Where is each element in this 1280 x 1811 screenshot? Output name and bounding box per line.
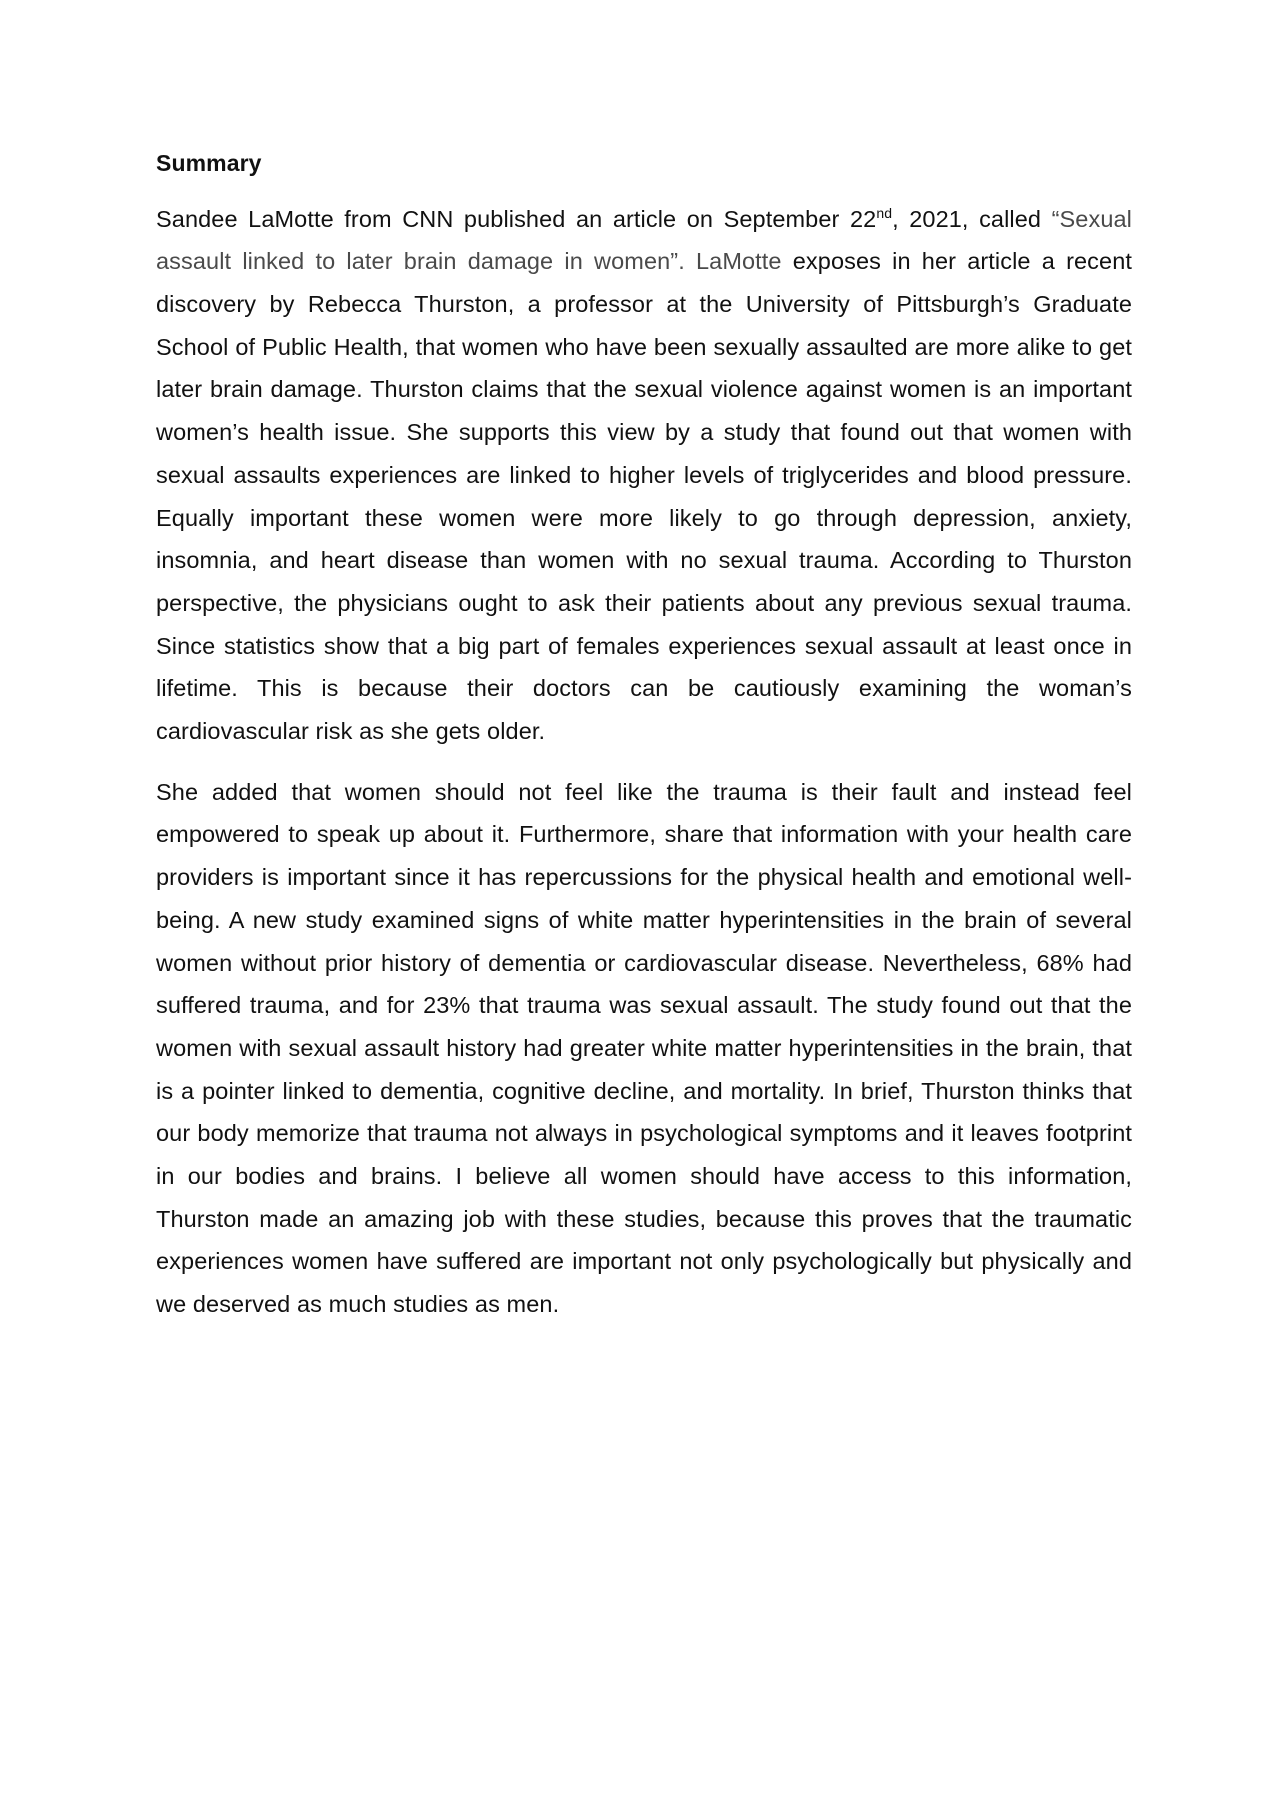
document-page	[156, 150, 1132, 1326]
paragraph-1-intro: Sandee LaMotte from CNN published an article on September 22	[156, 205, 877, 232]
paragraph-1-body: exposes in her article a recent discovery by Rebecca Thurston, a professor at the University of Pittsburgh’s Graduate School of Public Health, that women who have been sexually assaulted are more alike to get later brain damage. Thurston claims that the sexual violence against women is an important women’s health issue. She supports this view by a study that found out that women with sexual assaults experiences are linked to higher levels of triglycerides and blood pressure. Equally important these women were more likely to go through depression, anxiety, insomnia, and heart disease than women with no sexual trauma. According to Thurston perspective, the physicians ought to ask their patients about any previous sexual trauma. Since statistics show that a big part of females experiences sexual assault at least once in lifetime. This is because their doctors can be cautiously examining the woman’s cardiovascular risk as she gets older.	[156, 248, 1132, 745]
summary-paragraph-2: She added that women should not feel like the trauma is their fault and instead feel empowered to speak up about it. Furthermore, share that information with your health care providers is important since it has repercussions for the physical health and emotional well-being. A new study examined signs of white matter hyperintensities in the brain of several women without prior history of dementia or cardiovascular disease. Nevertheless, 68% had suffered trauma, and for 23% that trauma was sexual assault. The study found out that the women with sexual assault history had greater white matter hyperintensities in the brain, that is a pointer linked to dementia, cognitive decline, and mortality. In brief, Thurston thinks that our body memorize that trauma not always in psychological symptoms and it leaves footprint in our bodies and brains. I believe all women should have access to this information, Thurston made an amazing job with these studies, because this proves that the traumatic experiences women have suffered are important not only psychologically but physically and we deserved as much studies as men.	[156, 778, 1132, 1318]
summary-paragraph-1	[156, 198, 1132, 753]
paragraph-1-date-tail: , 2021, called	[892, 205, 1052, 232]
date-ordinal-superscript: nd	[876, 204, 893, 221]
article-title-quote: “Sexual assault linked to later brain damage in women”. LaMotte	[156, 205, 1132, 275]
summary-heading: Summary	[156, 150, 262, 176]
